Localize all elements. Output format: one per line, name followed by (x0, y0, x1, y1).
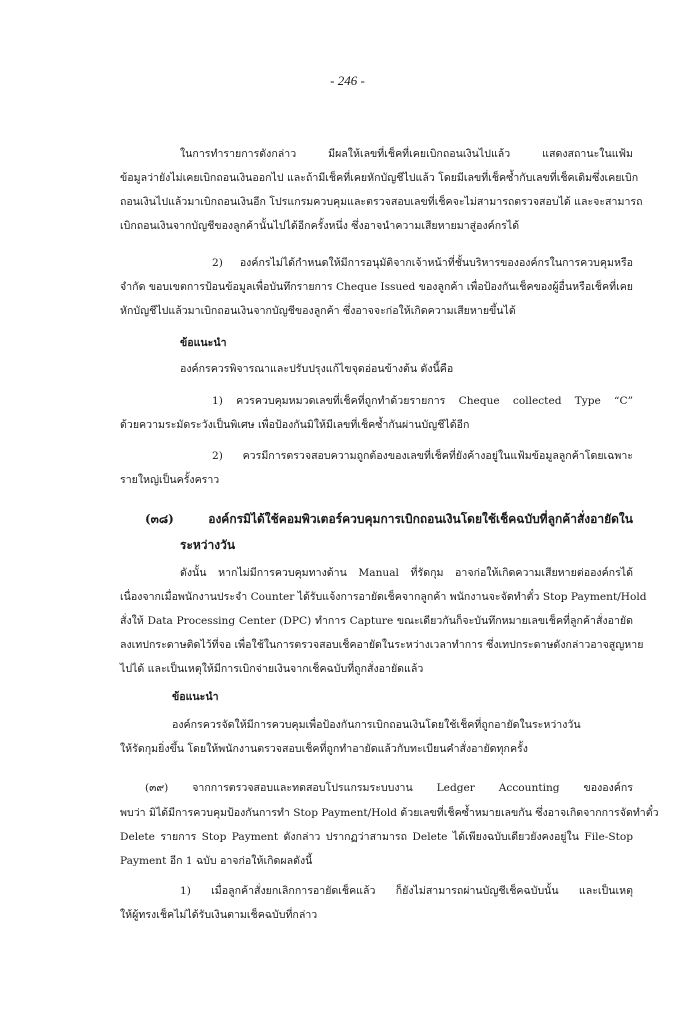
page-number: - 246 - (330, 73, 365, 88)
paragraph-line: ในการทำรายการดังกล่าว มีผลให้เลขที่เช็คที่เคยเบิกถอนเงินไปแล้ว แสดงสถานะในแฟ้ม (180, 148, 633, 160)
recommendation-item: 2) ควรมีการตรวจสอบความถูกต้องของเลขที่เช็คที่ยังค้างอยู่ในแฟ้มข้อมูลลูกค้าโดยเฉพาะ (212, 450, 633, 462)
paragraph-line: สั่งให้ Data Processing Center (DPC) ทำการ Capture ขณะเดียวกันก็จะบันทึกหมายเลขเช็คที่ลูกค้าสั่งอายัด (120, 615, 633, 627)
paragraph-line: หักบัญชีไปแล้วมาเบิกถอนเงินจากบัญชีของลูกค้า ซึ่งอาจจะก่อให้เกิดความเสียหายขึ้นได้ (120, 305, 516, 317)
paragraph-line: พบว่า มิได้มีการควบคุมป้องกันการทำ Stop Payment/Hold ด้วยเลขที่เช็คซ้ำหมายเลขกัน ซึ่งอาจเกิดจากการจัดทำตั๋ว (120, 807, 659, 819)
section-heading-38: ระหว่างวัน (180, 538, 236, 552)
section-heading-38: (๓๘) องค์กรมิได้ใช้คอมพิวเตอร์ควบคุมการเบิกถอนเงินโดยใช้เช็คฉบับที่ลูกค้าสั่งอายัดใน (145, 512, 633, 526)
paragraph-line: ให้รัดกุมยิ่งขึ้น โดยให้พนักงานตรวจสอบเช็คที่ถูกทำอายัดแล้วกับทะเบียนคำสั่งอายัดทุกครั้ง (120, 743, 528, 755)
list-item: 1) เมื่อลูกค้าสั่งยกเลิกการอายัดเช็คแล้ว ก็ยังไม่สามารถผ่านบัญชีเช็คฉบับนั้น และเป็นเหตุ (180, 885, 633, 897)
paragraph-line: เบิกถอนเงินจากบัญชีของลูกค้านั้นไปได้อีกครั้งหนึ่ง ซึ่งอาจนำความเสียหายมาสู่องค์กรได้ (120, 220, 520, 232)
paragraph-line: Payment อีก 1 ฉบับ อาจก่อให้เกิดผลดังนี้ (120, 855, 313, 867)
paragraph-line: ถอนเงินไปแล้วมาเบิกถอนเงินอีก โปรแกรมควบคุมและตรวจสอบเลขที่เช็คจะไม่สามารถตรวจสอบได้ และจะสามารถ (120, 196, 643, 208)
recommendation-item: รายใหญ่เป็นครั้งคราว (120, 474, 220, 486)
paragraph-line: จำกัด ขอบเขตการป้อนข้อมูลเพื่อบันทึกรายการ Cheque Issued ของลูกค้า เพื่อป้องกันเช็คของผู้อื่นหรือเช็คที่เคย (120, 281, 633, 293)
paragraph-line: ไปได้ และเป็นเหตุให้มีการเบิกจ่ายเงินจากเช็คฉบับที่ถูกสั่งอายัดแล้ว (120, 663, 424, 675)
recommendation-item: 1) ควรควบคุมหมวดเลขที่เช็คที่ถูกทำด้วยรายการ Cheque collected Type “C” (212, 395, 633, 407)
recommendation-item: ด้วยความระมัดระวังเป็นพิเศษ เพื่อป้องกันมิให้มีเลขที่เช็คซ้ำกันผ่านบัญชีได้อีก (120, 419, 470, 431)
paragraph-line: องค์กรควรจัดให้มีการควบคุมเพื่อป้องกันการเบิกถอนเงินโดยใช้เช็คที่ถูกอายัดในระหว่างวัน (172, 719, 581, 731)
recommendation-heading: ข้อแนะนำ (172, 691, 219, 703)
recommendation-heading: ข้อแนะนำ (180, 337, 227, 349)
paragraph-line: Delete รายการ Stop Payment ดังกล่าว ปรากฏว่าสามารถ Delete ได้เพียงฉบับเดียวยังคงอยู่ใน File-Stop (120, 831, 633, 843)
paragraph-line: เนื่องจากเมื่อพนักงานประจำ Counter ได้รับแจ้งการอายัดเช็คจากลูกค้า พนักงานจะจัดทำตั๋ว Stop Payment/Hold (120, 591, 647, 603)
paragraph-line: 2) องค์กรไม่ได้กำหนดให้มีการอนุมัติจากเจ้าหน้าที่ชั้นบริหารขององค์กรในการควบคุมหรือ (212, 257, 633, 269)
paragraph-line: ดังนั้น หากไม่มีการควบคุมทางด้าน Manual ที่รัดกุม อาจก่อให้เกิดความเสียหายต่อองค์กรได้ (180, 567, 633, 579)
list-item: ให้ผู้ทรงเช็คไม่ได้รับเงินตามเช็คฉบับที่กล่าว (120, 909, 318, 921)
paragraph-line: ข้อมูลว่ายังไม่เคยเบิกถอนเงินออกไป และถ้ามีเช็คที่เคยหักบัญชีไปแล้ว โดยมีเลขที่เช็คซ้ำกับเลขที่เช็คเดิมซึ่งเคยเบิก (120, 172, 639, 184)
paragraph-line: ลงเทปกระดาษติดไว้ที่จอ เพื่อใช้ในการตรวจสอบเช็คอายัดในระหว่างเวลาทำการ ซึ่งเทปกระดาษดังกล่าวอาจสูญหาย (120, 639, 644, 651)
section-heading-39: (๓๙) จากการตรวจสอบและทดสอบโปรแกรมระบบงาน Ledger Accounting ขององค์กร (145, 782, 633, 794)
recommendation-intro: องค์กรควรพิจารณาและปรับปรุงแก้ไขจุดอ่อนข้างต้น ดังนี้คือ (180, 363, 454, 375)
